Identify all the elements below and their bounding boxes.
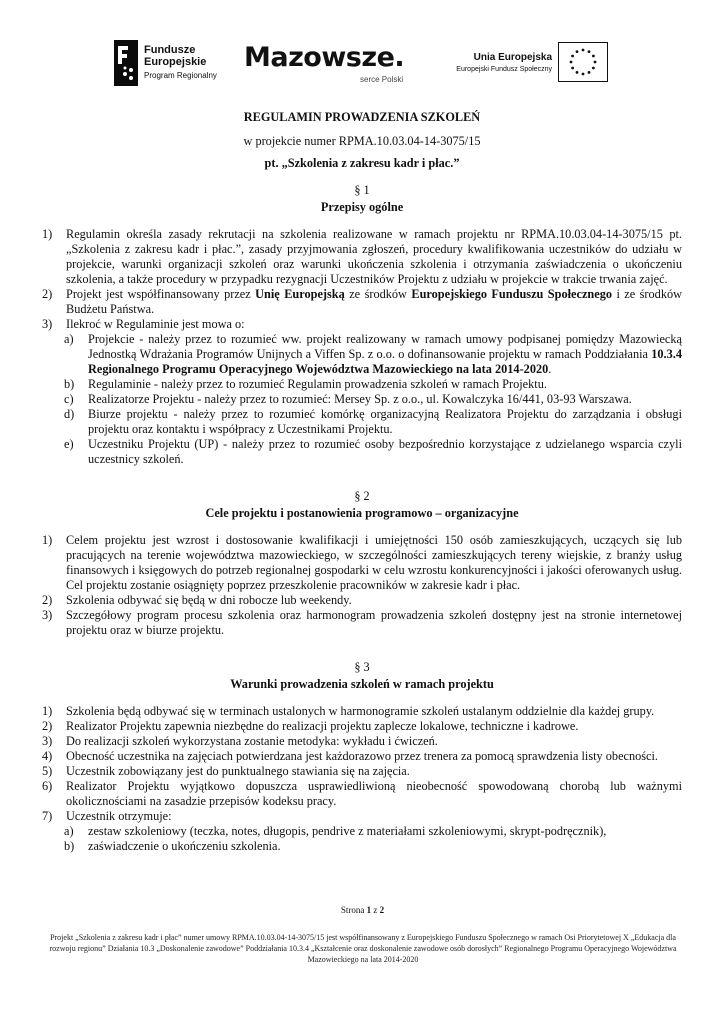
section3-sign: § 3 <box>354 660 370 674</box>
sub-list-item <box>42 839 682 854</box>
item-text: Do realizacji szkoleń wykorzystana zostanie metodyka: wykładu i ćwiczeń. <box>66 734 438 748</box>
section1-title: Przepisy ogólne <box>320 200 404 214</box>
page-sep: z <box>373 905 378 915</box>
list-item <box>42 749 682 764</box>
item-text: Obecność uczestnika na zajęciach potwierdzana jest każdorazowo przez trenera za pomocą sprawdzenia listy obecności. <box>66 749 659 763</box>
ue-logo-line2: Europejski Fundusz Społeczny <box>456 66 552 73</box>
subitem-text: Biurze projektu - należy przez to rozumieć komórkę organizacyjną Realizatora Projektu do zarządzania i obsługi projektu oraz kontaktu i współpracy z Uczestnikami Projektu. <box>88 407 682 436</box>
section3-title: Warunki prowadzenia szkoleń w ramach projektu <box>230 677 494 691</box>
item-number: 1) <box>42 533 53 547</box>
subitem-letter: a) <box>64 824 74 838</box>
document-title: REGULAMIN PROWADZENIA SZKOLEŃ <box>243 110 481 124</box>
page-label: Strona <box>340 905 365 915</box>
item-number: 3) <box>42 734 53 748</box>
subitem-text: . <box>548 362 552 376</box>
subitem-text: zestaw szkoleniowy (teczka, notes, długopis, pendrive z materiałami szkoleniowymi, skrypt-podręcznik), <box>88 824 607 838</box>
item-text: Szkolenia odbywać się będą w dni robocze lub weekendy. <box>66 593 352 607</box>
item-number: 2) <box>42 287 53 301</box>
mazowsze-tagline: serce Polski <box>360 75 404 84</box>
list-item <box>42 779 682 809</box>
item-text: Realizator Projektu wyjątkowo dopuszcza usprawiedliwioną nieobecność spowodowaną chorobą lub ważnymi okolicznościami na zasadzie przepisów kodeksu pracy. <box>66 779 682 808</box>
item-number: 5) <box>42 764 53 778</box>
item-text: Realizator Projektu zapewnia niezbędne do realizacji projektu zaplecze lokalowe, techniczne i kadrowe. <box>66 719 579 733</box>
list-item <box>42 227 682 287</box>
list-item <box>42 764 682 779</box>
mazowsze-logo <box>244 38 414 88</box>
logo-bar <box>0 38 725 90</box>
item-text: Celem projektu jest wzrost i dostosowanie kwalifikacji i umiejętności 150 osób zamieszkujących, uczących się lub pracujących na terenie województwa mazowieckiego, w szczególności zamieszkujących tereny wiejskie, z branży usług finansowych i księgowych do potrzeb regionalnej gospodarki w celu wzrostu konkurencyjności i jakości oferowanych usług. Cel projektu zostanie osiągnięty poprzez przeszkolenie pracowników w zakresie kadr i płac. <box>66 533 682 592</box>
item-text: Regulamin określa zasady rekrutacji na szkolenia realizowane w ramach projektu nr RPMA.10.03.04-14-3075/15 pt. „Szkolenia z zakresu kadr i płac.”, zasady przyjmowania zgłoszeń, procedury kwalifikowania uczestników do udziału w projekcie, warunki organizacji szkoleń oraz warunki ukończenia szkolenia i otrzymania zaświadczenia o ukończeniu szkolenia, a także procedury w przypadku rezygnacji Uczestników Projektu z udziału w projekcie w trakcie trwania zajęć. <box>66 227 682 286</box>
section2-list <box>42 533 682 638</box>
sub-list-item <box>42 377 682 392</box>
item-number: 7) <box>42 809 53 823</box>
page-total: 2 <box>379 905 385 915</box>
section3-list <box>42 704 682 854</box>
list-item <box>42 593 682 608</box>
subitem-text: Realizatorze Projektu - należy przez to rozumieć: Mersey Sp. z o.o., ul. Kowalczyka 16/441, 03-93 Warszawa. <box>88 392 632 406</box>
item-number: 1) <box>42 704 53 718</box>
list-item <box>42 608 682 638</box>
page-current: 1 <box>366 905 372 915</box>
item-number: 2) <box>42 719 53 733</box>
item-bold-text: Unię Europejską <box>255 287 345 301</box>
list-item <box>42 317 682 332</box>
list-item <box>42 287 682 317</box>
list-item <box>42 719 682 734</box>
subitem-text: Regulaminie - należy przez to rozumieć Regulamin prowadzenia szkoleń w ramach Projektu. <box>88 377 547 391</box>
subitem-bold-text: 10.3.4 Regionalnego Programu Operacyjnego Województwa Mazowieckiego na lata 2014-2020 <box>88 347 682 376</box>
sub-list-item <box>42 392 682 407</box>
item-number: 4) <box>42 749 53 763</box>
subitem-text: Uczestniku Projektu (UP) - należy przez to rozumieć osoby bezpośrednio korzystające z udzielanego wsparcia czyli uczestnicy szkoleń. <box>88 437 682 466</box>
item-number: 1) <box>42 227 53 241</box>
project-name: pt. „Szkolenia z zakresu kadr i płac.” <box>264 156 460 170</box>
subitem-letter: b) <box>64 839 75 853</box>
list-item <box>42 809 682 824</box>
footer-note: Projekt „Szkolenia z zakresu kadr i płac” numer umowy RPMA.10.03.04-14-3075/15 jest współfinansowany z Europejskiego Funduszu Społecznego w ramach Osi Priorytetowej X „Edukacja dla rozwoju regionu” Działania 10.3 „Doskonalenie zawodowe” Poddziałania 10.3.4 „Kształcenie oraz doskonalenie zawodowe osób dorosłych” Regionalnego Programu Operacyjnego Województwa Mazowieckiego na lata 2014-2020 <box>49 933 677 964</box>
item-number: 6) <box>42 779 53 793</box>
section1-list <box>42 227 682 467</box>
eu-flag-icon <box>558 42 608 82</box>
list-item <box>42 704 682 719</box>
sub-list-item <box>42 407 682 437</box>
list-item <box>42 734 682 749</box>
item-text: ze środków <box>344 287 412 301</box>
section2-sign: § 2 <box>354 489 370 503</box>
sub-list-item <box>42 824 682 839</box>
item-bold-text: Europejskiego Funduszu Społecznego <box>411 287 613 301</box>
document-body <box>42 106 682 854</box>
item-text: Uczestnik zobowiązany jest do punktualnego stawiania się na zajęcia. <box>66 764 410 778</box>
mazowsze-wordmark: Mazowsze. <box>244 42 405 73</box>
item-text: Ilekroć w Regulaminie jest mowa o: <box>66 317 245 331</box>
subitem-letter: c) <box>64 392 74 406</box>
subitem-letter: a) <box>64 332 74 346</box>
item-number: 3) <box>42 317 53 331</box>
project-number: w projekcie numer RPMA.10.03.04-14-3075/15 <box>243 134 481 148</box>
subitem-text: Projekcie - należy przez to rozumieć ww. projekt realizowany w ramach umowy podpisanej pomiędzy Mazowiecką Jednostką Wdrażania Programów Unijnych a Viffen Sp. z o.o. o dofinansowanie projektu w ramach Poddziałania <box>88 332 682 361</box>
fe-logo-line2: Europejskie <box>144 56 207 68</box>
item-text: Projekt jest współfinansowany przez <box>66 287 256 301</box>
item-text: Szkolenia będą odbywać się w terminach ustalonych w harmonogramie szkoleń ustalanym oddzielnie dla każdej grupy. <box>66 704 655 718</box>
item-text: Szczegółowy program procesu szkolenia oraz harmonogram prowadzenia szkoleń dostępny jest na stronie internetowej projektu oraz w biurze projektu. <box>66 608 682 637</box>
page-number <box>0 905 725 915</box>
list-item <box>42 533 682 593</box>
section1-sign: § 1 <box>354 183 370 197</box>
subitem-letter: e) <box>64 437 74 451</box>
sub-list-item <box>42 437 682 467</box>
fundusze-europejskie-logo <box>114 40 217 86</box>
item-text: Uczestnik otrzymuje: <box>66 809 172 823</box>
ue-logo-line1: Unia Europejska <box>473 52 552 63</box>
item-number: 3) <box>42 608 53 622</box>
section2-title: Cele projektu i postanowienia programowo – organizacyjne <box>205 506 519 520</box>
item-text: i ze środków Budżetu Państwa. <box>66 287 682 316</box>
ue-logo-text <box>454 52 552 73</box>
fe-logo-line1: Fundusze <box>144 44 196 56</box>
fe-logo-line3: Program Regionalny <box>144 71 217 80</box>
fundusze-europejskie-mark-icon <box>114 40 138 86</box>
item-number: 2) <box>42 593 53 607</box>
sub-list-item <box>42 332 682 377</box>
subitem-text: zaświadczenie o ukończeniu szkolenia. <box>88 839 281 853</box>
subitem-letter: b) <box>64 377 75 391</box>
subitem-letter: d) <box>64 407 75 421</box>
